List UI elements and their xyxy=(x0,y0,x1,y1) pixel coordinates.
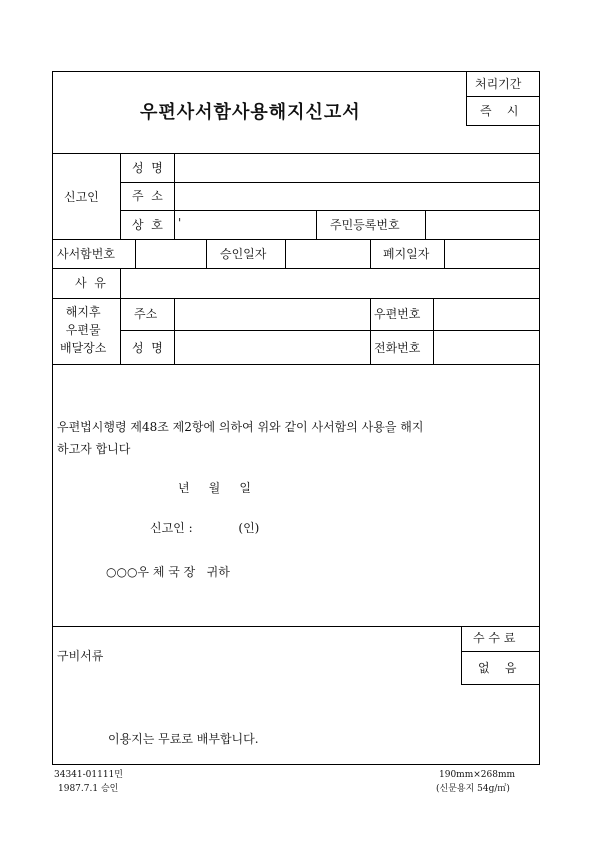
delivery-col4 xyxy=(433,298,434,364)
fee-box-left xyxy=(461,626,462,684)
footer-approval: 1987.7.1 승인 xyxy=(58,784,119,794)
pobox-col3 xyxy=(285,239,286,268)
delivery-address-label: 주소 xyxy=(134,307,158,321)
applicant-group-label: 신고인 xyxy=(64,190,99,204)
pobox-col4 xyxy=(370,239,371,268)
delivery-name-label: 성 명 xyxy=(132,341,163,355)
processing-box-left xyxy=(466,71,467,125)
fee-label: 수 수 료 xyxy=(473,631,516,645)
pobox-col5 xyxy=(444,239,445,268)
footer-paper: (신문용지 54g/㎡) xyxy=(436,784,510,794)
reason-label: 사 유 xyxy=(75,276,106,290)
fee-box-bottom xyxy=(461,684,540,685)
applicant-bottom-line xyxy=(52,239,540,240)
documents-top-line xyxy=(52,626,540,627)
trade-name-label: 상 호 xyxy=(132,218,163,232)
delivery-col2 xyxy=(174,298,175,364)
closing-date-label: 폐지일자 xyxy=(383,247,430,261)
footer-size: 190mm×268mm xyxy=(439,770,516,780)
addressee: ○○○우 체 국 장 귀하 xyxy=(106,565,230,579)
delivery-col3 xyxy=(370,298,371,364)
applicant-col-line xyxy=(120,153,121,239)
delivery-place-label: 해지후 우편물 배달장소 xyxy=(60,305,107,355)
postal-code-label: 우편번호 xyxy=(374,307,421,321)
resident-no-label: 주민등록번호 xyxy=(330,218,400,232)
applicant-label-col-line xyxy=(174,153,175,239)
pobox-row-line xyxy=(52,268,540,269)
delivery-col1 xyxy=(120,298,121,364)
delivery-mid-line xyxy=(120,330,540,331)
fee-box-mid xyxy=(461,651,540,652)
name-row-line xyxy=(120,182,540,183)
fee-value: 없 음 xyxy=(478,661,517,675)
processing-period-value: 즉 시 xyxy=(480,104,519,118)
po-box-no-label: 사서함번호 xyxy=(57,247,115,261)
reason-col-line xyxy=(120,268,121,298)
reason-row-line xyxy=(52,298,540,299)
address-label: 주 소 xyxy=(132,189,163,203)
applicant-top-line xyxy=(52,153,540,154)
trade-name-value: ' xyxy=(178,216,182,230)
trade-mid-line xyxy=(316,210,317,239)
address-row-line xyxy=(120,210,540,211)
processing-box-mid xyxy=(466,96,540,97)
phone-label: 전화번호 xyxy=(374,341,421,355)
pobox-col2 xyxy=(206,239,207,268)
resident-no-line xyxy=(425,210,426,239)
free-notice: 이용지는 무료로 배부합니다. xyxy=(108,732,259,746)
delivery-bottom-line xyxy=(52,364,540,365)
declaration-statement: 우편법시행령 제48조 제2항에 의하여 위와 같이 사서함의 사용을 해지 하고자 합니다 xyxy=(57,420,424,456)
processing-period-label: 처리기간 xyxy=(475,77,522,91)
approval-date-label: 승인일자 xyxy=(220,247,267,261)
signer-line: 신고인 : (인) xyxy=(150,521,260,535)
date-line: 년 월 일 xyxy=(178,481,251,495)
documents-label: 구비서류 xyxy=(57,649,104,663)
pobox-col1 xyxy=(135,239,136,268)
footer-code: 34341-01111민 xyxy=(54,770,123,780)
form-title: 우편사서함사용해지신고서 xyxy=(140,102,361,123)
name-label: 성 명 xyxy=(132,161,163,175)
processing-box-bottom xyxy=(466,125,540,126)
